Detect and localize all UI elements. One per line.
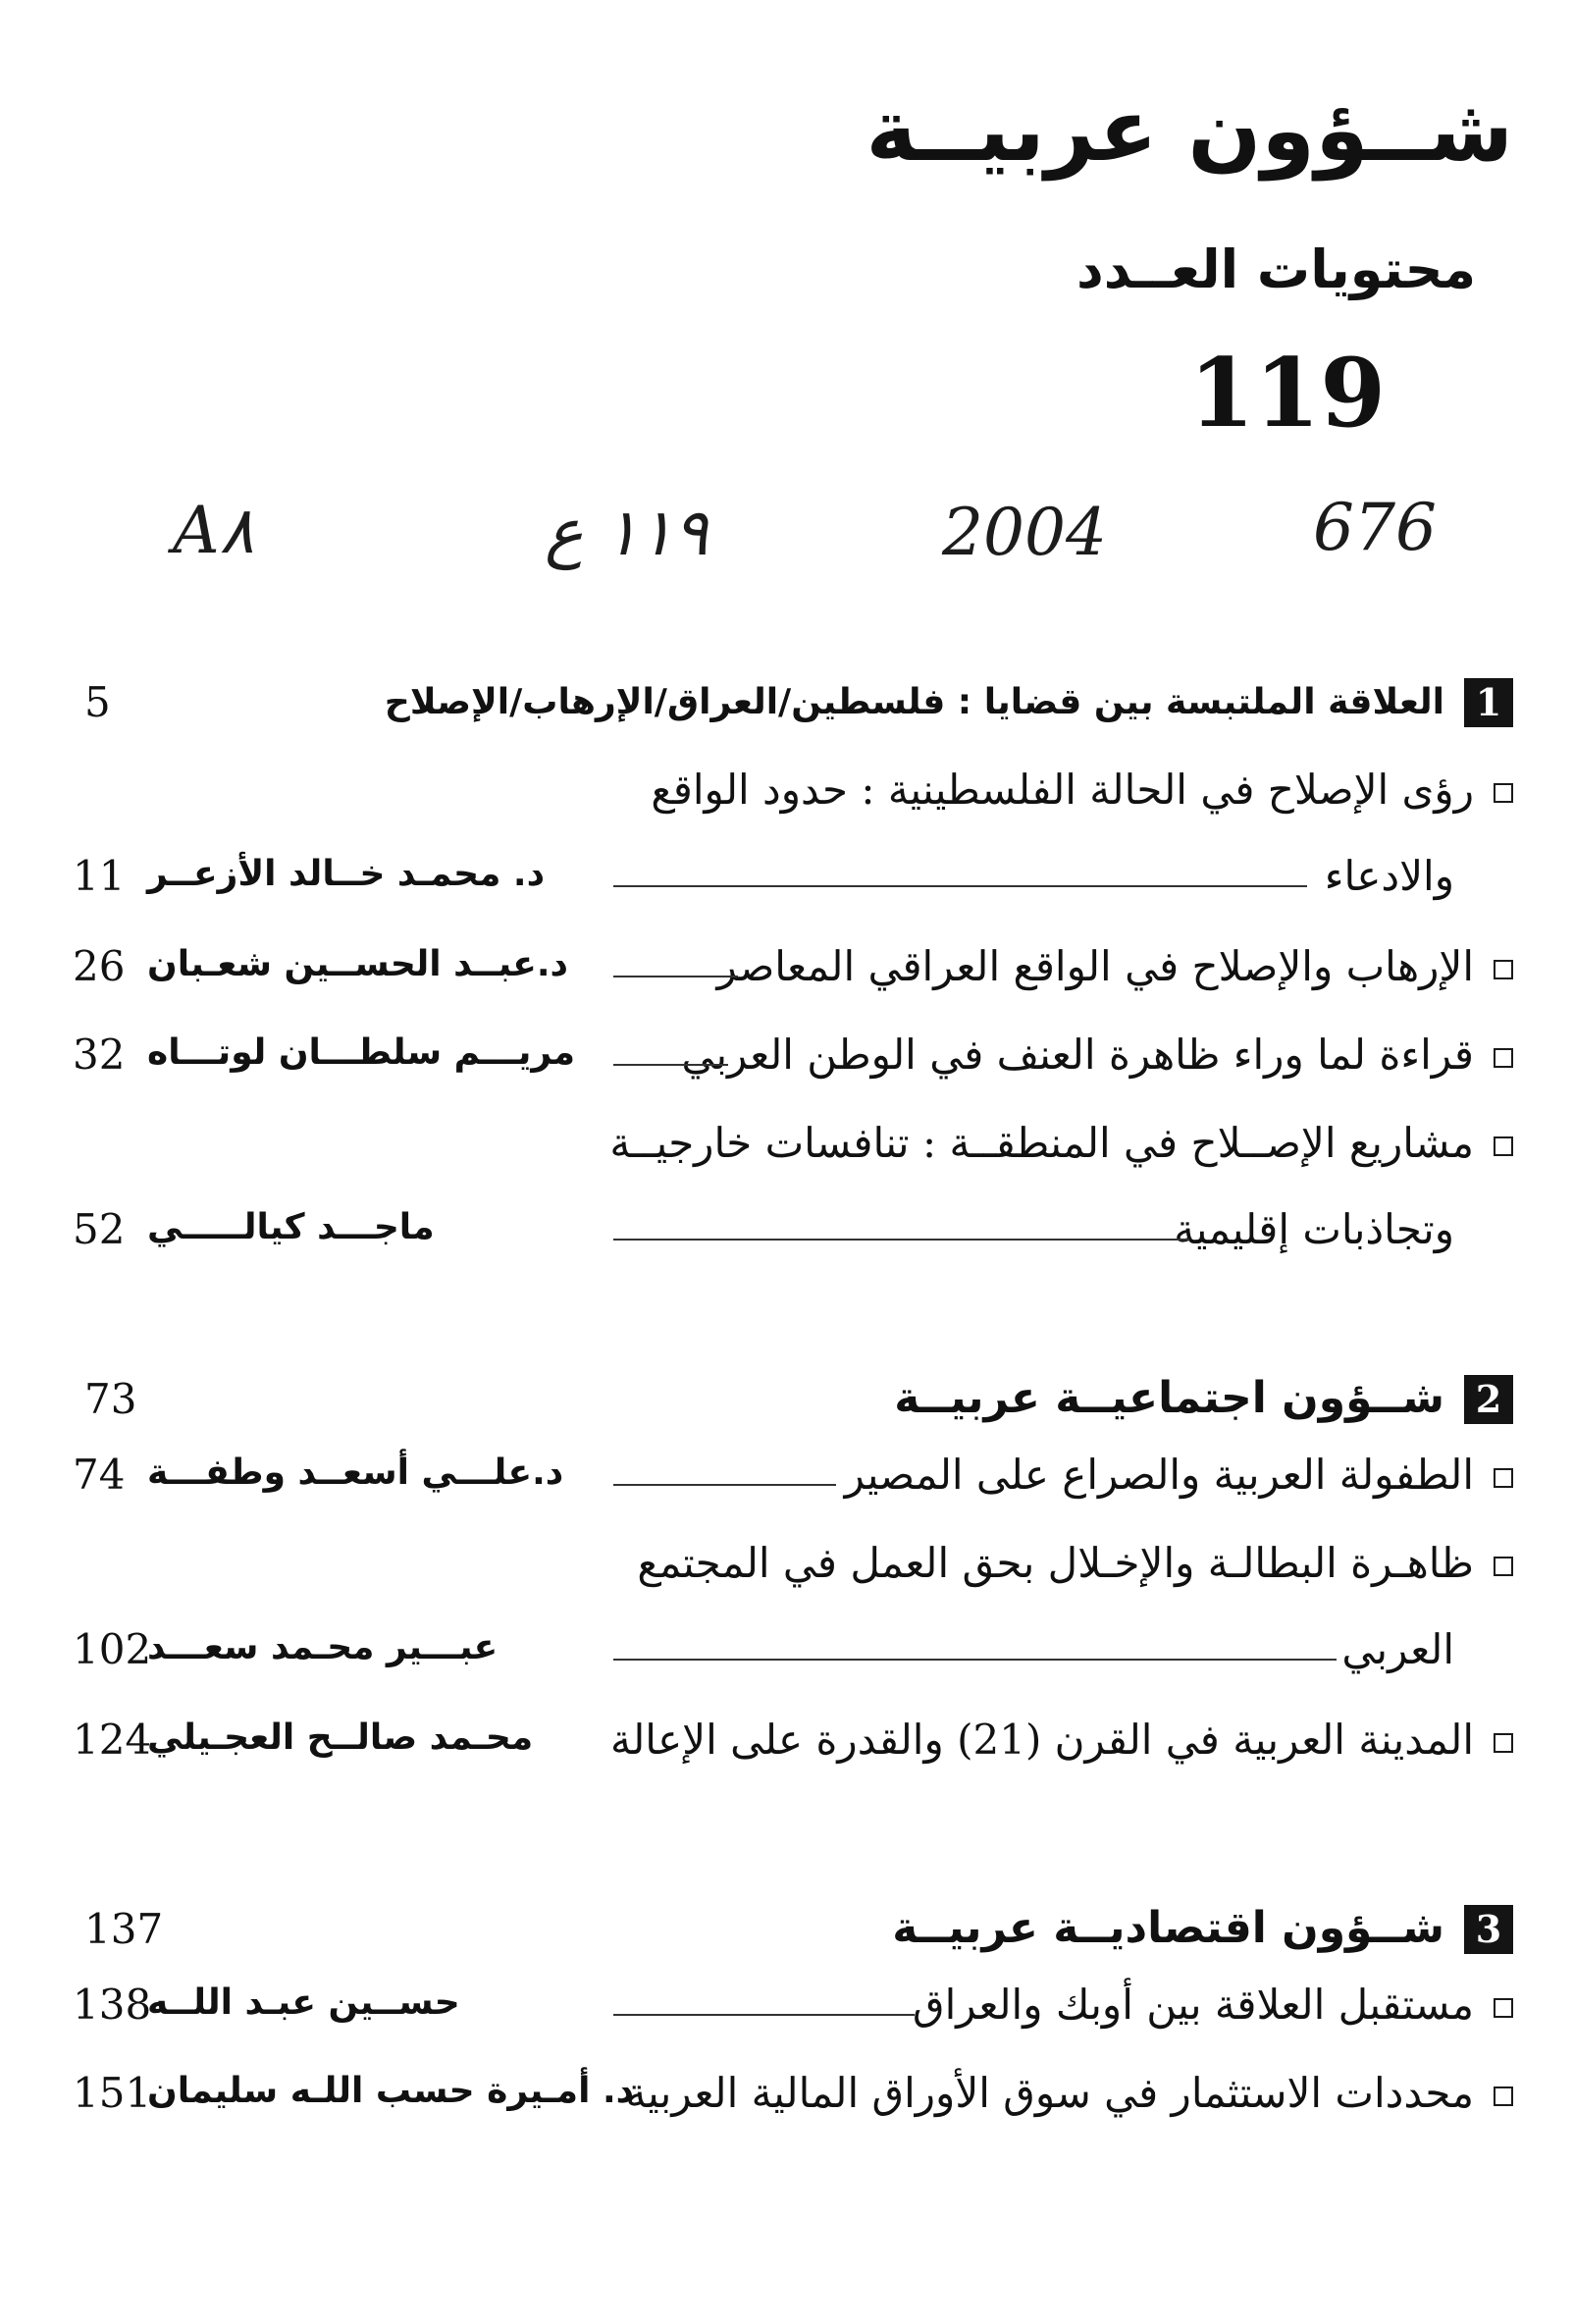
toc-entry	[59, 1109, 1513, 1282]
checkbox-bullet-icon	[1494, 1136, 1513, 1156]
magazine-title: شــؤون عربيــة	[866, 79, 1513, 181]
section-heading	[59, 1899, 1513, 1962]
dotted-leader	[613, 1659, 1337, 1661]
section-title: شــؤون اقتصاديــة عربيــة	[892, 1903, 1444, 1953]
issue-number: 119	[1188, 338, 1386, 449]
checkbox-bullet-icon	[1494, 2086, 1513, 2106]
checkbox-bullet-icon	[1494, 783, 1513, 803]
section-number-badge: 2	[1464, 1375, 1513, 1424]
section-page-number: 137	[84, 1905, 164, 1953]
entry-title: الطفولة العربية والصراع على المصير	[844, 1451, 1474, 1499]
entry-title-continued: العربي	[1341, 1625, 1454, 1673]
dotted-leader	[613, 2014, 915, 2016]
entry-title: رؤى الإصلاح في الحالة الفلسطينية : حدود الواقع	[651, 766, 1474, 814]
section-page-number: 5	[84, 678, 111, 726]
entry-author: د.عبــد الحســين شعـبان	[147, 944, 569, 984]
checkbox-bullet-icon	[1494, 1557, 1513, 1576]
section-heading	[59, 672, 1513, 735]
entry-author: حســين عبـد اللــه	[147, 1982, 460, 2023]
section-page-number: 73	[84, 1375, 137, 1423]
dotted-leader	[613, 1484, 836, 1486]
entry-author: د.علـــي أسعــد وطفـــة	[147, 1452, 564, 1493]
toc-entry	[59, 756, 1513, 928]
entry-author: ماجـــد كيالـــــي	[147, 1207, 435, 1247]
entry-author: مريـــم سلطـــان لوتـــاه	[147, 1032, 576, 1073]
handwritten-note: ١١٩ ع	[545, 495, 708, 570]
entry-title: مستقبل العلاقة بين أوبك والعراق	[913, 1981, 1474, 2029]
entry-author: محـمد صالــح العجـيلي	[147, 1717, 534, 1758]
entry-title: ظاهـرة البطالـة والإخـلال بحق العمل في المجتمع	[637, 1539, 1474, 1587]
entry-author: عبـــير محـمد سعـــد	[147, 1627, 498, 1667]
entry-page-number: 26	[73, 942, 126, 990]
toc-entry	[59, 1706, 1513, 1792]
entry-title: المدينة العربية في القرن (21) والقدرة على الإعالة	[609, 1716, 1474, 1764]
section-title: العلاقة الملتبسة بين قضايا : فلسطين/العراق/الإرهاب/الإصلاح	[384, 682, 1444, 722]
handwritten-note: 2004	[942, 495, 1107, 570]
section-heading	[59, 1369, 1513, 1432]
entry-author: د. أمـيرة حسب اللـه سليمان	[147, 2071, 635, 2111]
checkbox-bullet-icon	[1494, 1733, 1513, 1753]
entry-page-number: 138	[73, 1981, 152, 2029]
toc-entry	[59, 1441, 1513, 1527]
entry-title: محددات الاستثمار في سوق الأوراق المالية العربية	[625, 2069, 1474, 2117]
dotted-leader	[613, 1064, 728, 1066]
toc-entry	[59, 932, 1513, 1019]
handwritten-note: A٨	[173, 493, 255, 568]
toc-entry	[59, 1529, 1513, 1702]
entry-page-number: 11	[73, 852, 126, 900]
toc-entry	[59, 1021, 1513, 1107]
checkbox-bullet-icon	[1494, 1998, 1513, 2018]
entry-page-number: 151	[73, 2069, 152, 2117]
dotted-leader	[613, 976, 738, 977]
section-number-badge: 3	[1464, 1905, 1513, 1954]
checkbox-bullet-icon	[1494, 960, 1513, 979]
entry-title-continued: والادعاء	[1324, 852, 1454, 900]
entry-title: قراءة لما وراء ظاهرة العنف في الوطن العربي	[681, 1030, 1474, 1079]
toc-entry	[59, 2059, 1513, 2145]
entry-title-continued: وتجاذبات إقليمية	[1174, 1205, 1454, 1253]
handwritten-note: 676	[1313, 490, 1437, 565]
entry-title: الإرهاب والإصلاح في الواقع العراقي المعاصر	[716, 942, 1474, 990]
dotted-leader	[613, 1239, 1189, 1241]
section-title: شــؤون اجتماعيــة عربيــة	[894, 1373, 1444, 1423]
entry-page-number: 124	[73, 1716, 152, 1764]
entry-title: مشاريع الإصــلاح في المنطقــة : تنافسات خارجيــة	[609, 1119, 1474, 1167]
checkbox-bullet-icon	[1494, 1048, 1513, 1068]
dotted-leader	[613, 885, 1307, 887]
toc-entry	[59, 1971, 1513, 2057]
entry-page-number: 74	[73, 1451, 126, 1499]
entry-page-number: 52	[73, 1205, 126, 1253]
checkbox-bullet-icon	[1494, 1468, 1513, 1488]
entry-page-number: 32	[73, 1030, 126, 1079]
section-number-badge: 1	[1464, 678, 1513, 727]
issue-contents-heading: محتويات العــدد	[1076, 238, 1476, 300]
entry-author: د. محمـد خــالد الأزعــر	[147, 854, 546, 894]
entry-page-number: 102	[73, 1625, 152, 1673]
